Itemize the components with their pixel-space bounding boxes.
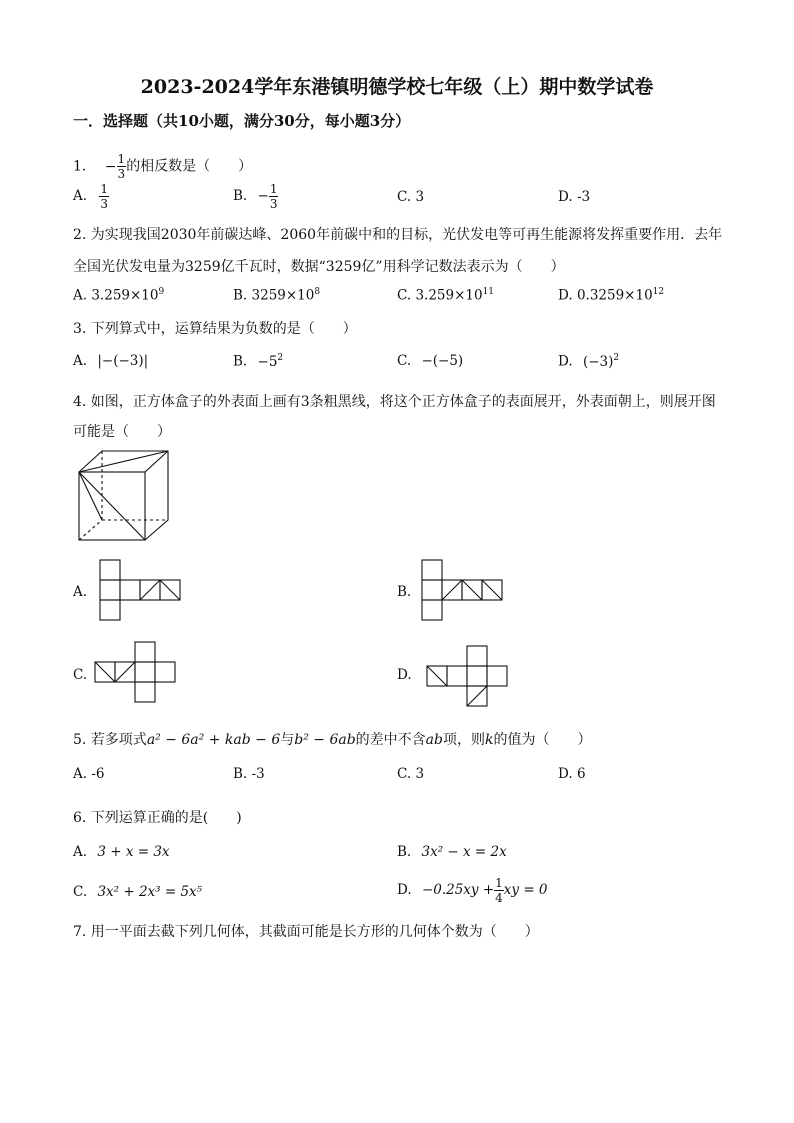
- q1-option-d[interactable]: D. -3: [558, 189, 591, 205]
- question-2-line-1: 2. 为实现我国2030年前碳达峰、2060年前碳中和的目标，光伏发电等可再生能源将发挥重要作用．去年: [73, 227, 723, 243]
- q3-option-c[interactable]: C. −(−5): [397, 353, 464, 369]
- question-6: 6. 下列运算正确的是( ): [73, 810, 242, 826]
- q5-option-b[interactable]: B. -3: [233, 766, 265, 782]
- q3-option-a[interactable]: A. |−(−3)|: [73, 353, 149, 369]
- q2-option-a[interactable]: A. $3.259\times 10^9$: [73, 287, 165, 304]
- question-1: [73, 152, 252, 181]
- question-text: 的相反数是（ ）: [126, 158, 253, 175]
- section-heading: 一．选择题（共10小题，满分30分，每小题3分）: [73, 112, 411, 130]
- q4-option-d-label[interactable]: D.: [397, 667, 412, 683]
- q6-option-b[interactable]: B. 3x² − x = 2x: [397, 844, 507, 860]
- q6-option-c[interactable]: C. 3x² + 2x³ = 5x⁵: [73, 884, 203, 900]
- fraction: $\frac{1}{3}$: [117, 152, 126, 181]
- q4-option-a-net[interactable]: [100, 560, 182, 622]
- q4-option-b-net[interactable]: [422, 560, 504, 622]
- q4-option-b-label[interactable]: B.: [397, 584, 412, 600]
- minus-sign: −: [104, 158, 117, 175]
- q1-option-c[interactable]: C. 3: [397, 189, 425, 205]
- q4-option-d-net[interactable]: [427, 646, 511, 708]
- question-4-line-2: 可能是（ ）: [73, 424, 171, 440]
- cube-figure: [78, 450, 178, 545]
- question-3: 3. 下列算式中，运算结果为负数的是（ ）: [73, 321, 357, 337]
- q6-option-d[interactable]: D. −0.25xy + $\frac{1}{4}$ xy = 0: [397, 876, 548, 905]
- q4-option-c-label[interactable]: C.: [73, 667, 88, 683]
- polynomial-1: a² − 6a² + kab − 6: [146, 732, 281, 748]
- question-5: 5. 若多项式a² − 6a² + kab − 6与b² − 6ab的差中不含ab项，则k的值为（ ）: [73, 732, 592, 748]
- question-number: 1.: [73, 158, 87, 175]
- q2-option-c[interactable]: C. $3.259\times 10^{11}$: [397, 287, 495, 304]
- q1-option-a[interactable]: A. $\frac{1}{3}$: [73, 182, 108, 211]
- q3-option-d[interactable]: D. $(-3)^2$: [558, 353, 620, 370]
- polynomial-2: b² − 6ab: [294, 732, 356, 748]
- question-2-line-2: 全国光伏发电量为3259亿千瓦时，数据“3259亿”用科学记数法表示为（ ）: [73, 259, 565, 275]
- q5-option-d[interactable]: D. 6: [558, 766, 586, 782]
- q4-option-a-label[interactable]: A.: [73, 584, 88, 600]
- q2-option-b[interactable]: B. $3259\times 10^8$: [233, 287, 321, 304]
- q3-option-b[interactable]: B. $-5^2$: [233, 353, 284, 370]
- q5-option-c[interactable]: C. 3: [397, 766, 425, 782]
- q5-option-a[interactable]: A. -6: [73, 766, 105, 782]
- q2-option-d[interactable]: D. $0.3259\times 10^{12}$: [558, 287, 665, 304]
- question-7: 7. 用一平面去截下列几何体，其截面可能是长方形的几何体个数为（ ）: [73, 924, 539, 940]
- q6-option-a[interactable]: A. 3 + x = 3x: [73, 844, 170, 860]
- page-title: 2023-2024学年东港镇明德学校七年级（上）期中数学试卷: [140, 76, 654, 98]
- q4-option-c-net[interactable]: [95, 642, 179, 704]
- q1-option-b[interactable]: B. − $\frac{1}{3}$: [233, 182, 278, 211]
- question-4-line-1: 4. 如图，正方体盒子的外表面上画有3条粗黑线，将这个正方体盒子的表面展开，外表面朝上，则展开图: [73, 394, 716, 410]
